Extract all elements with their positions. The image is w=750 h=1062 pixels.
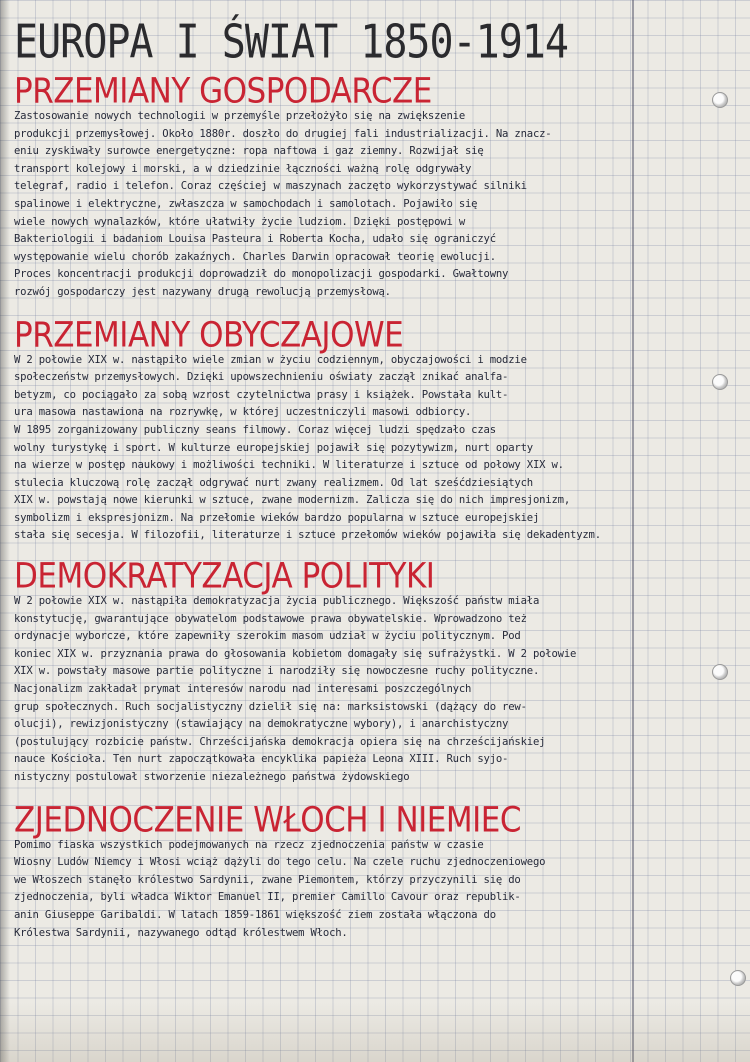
text-line: Pomimo fiaska wszystkich podejmowanych na rzecz zjednoczenia państw w czasie: [14, 838, 484, 851]
section-social-changes: [14, 314, 626, 546]
binder-hole: [712, 92, 728, 108]
text-line: telegraf, radio i telefon. Coraz częściej w maszynach zaczęto wykorzystywać silniki: [14, 180, 527, 193]
text-line: spalinowe i elektryczne, zwłaszcza w samochodach i samolotach. Pojawiło się: [14, 197, 478, 210]
page-bottom-shading: [0, 1002, 750, 1062]
text-line: wolny turystykę i sport. W kulturze europejskiej pojawił się pozytywizm, nurt oparty: [14, 441, 533, 454]
text-line: Proces koncentracji produkcji doprowadził do monopolizacji gospodarki. Gwałtowny: [14, 268, 509, 281]
text-line: XIX w. powstały masowe partie polityczne i narodziły się nowoczesne ruchy polityczne.: [14, 665, 540, 678]
notes-content: [14, 6, 626, 942]
text-line: olucji), rewizjonistyczny (stawiający na demokratyczne wybory), i anarchistyczny: [14, 718, 509, 731]
section-economic-changes: [14, 70, 626, 302]
text-line: zjednoczenia, byli władca Wiktor Emanuel II, premier Camillo Cavour oraz republik-: [14, 891, 521, 904]
binder-hole: [712, 664, 728, 680]
page-edge-shadow: [0, 0, 10, 1062]
section-unification: [14, 799, 626, 943]
text-line: stulecia kluczową rolę zaczął odgrywać nurt zwany realizmem. Od lat sześćdziesiątych: [14, 476, 533, 489]
text-line: rozwój gospodarczy jest nazywany drugą rewolucją przemysłową.: [14, 285, 391, 298]
section-paragraph: [14, 593, 626, 787]
text-line: transport kolejowy i morski, a w dziedzinie łączności ważną rolę odgrywały: [14, 162, 472, 175]
text-line: koniec XIX w. przyznania prawa do głosowania kobietom domagały się sufrażystki. W 2 połowie: [14, 647, 577, 660]
section-paragraph: [14, 108, 626, 302]
text-line: produkcji przemysłowej. Około 1880r. doszło do drugiej fali industrializacji. Na znacz-: [14, 127, 552, 140]
text-line: W 2 połowie XIX w. nastąpiło wiele zmian w życiu codziennym, obyczajowości i modzie: [14, 353, 527, 366]
text-line: symbolizm i ekspresjonizm. Na przełomie wieków bardzo popularna w sztuce europejskiej: [14, 511, 540, 524]
text-line: Zastosowanie nowych technologii w przemyśle przełożyło się na zwiększenie: [14, 110, 465, 122]
text-line: Nacjonalizm zakładał prymat interesów narodu nad interesami poszczególnych: [14, 683, 472, 696]
text-line: na wierze w postęp naukowy i możliwości techniki. W literaturze i sztuce od połowy XIX w.: [14, 459, 564, 472]
text-line: nauce Kościoła. Ten nurt zapoczątkowała encyklika papieża Leona XIII. Ruch syjo-: [14, 753, 509, 766]
text-line: eniu zyskiwały surowce energetyczne: ropa naftowa i gaz ziemny. Rozwijał się: [14, 145, 484, 158]
section-heading: DEMOKRATYZACJA POLITYKI: [14, 556, 435, 597]
margin-line: [632, 0, 634, 1062]
text-line: Bakteriologii i badaniom Louisa Pasteura i Roberta Kocha, udało się ograniczyć: [14, 233, 496, 246]
text-line: we Włoszech stanęło królestwo Sardynii, zwane Piemontem, którzy przyczynili się do: [14, 873, 521, 886]
text-line: betyzm, co pociągało za sobą wzrost czytelnictwa prasy i książek. Powstała kult-: [14, 388, 509, 401]
section-heading: PRZEMIANY OBYCZAJOWE: [14, 314, 404, 355]
text-line: Królestwa Sardynii, nazywanego odtąd królestwem Włoch.: [14, 926, 348, 939]
text-line: występowanie wielu chorób zakaźnych. Charles Darwin opracował teorię ewolucji.: [14, 250, 496, 263]
text-line: Wiosny Ludów Niemcy i Włosi wciąż dążyli do tego celu. Na czele ruchu zjednoczeniowego: [14, 856, 546, 869]
binder-hole: [712, 374, 728, 390]
binder-hole: [730, 970, 746, 986]
section-paragraph: [14, 837, 626, 943]
section-paragraph: [14, 352, 626, 546]
section-democratization: [14, 555, 626, 787]
text-line: społeczeństw przemysłowych. Dzięki upowszechnieniu oświaty zaczął znikać analfa-: [14, 371, 509, 384]
text-line: W 1895 zorganizowany publiczny seans filmowy. Coraz więcej ludzi spędzało czas: [14, 423, 496, 436]
text-line: W 2 połowie XIX w. nastąpiła demokratyzacja życia publicznego. Większość państw miała: [14, 595, 540, 608]
text-line: stała się secesja. W filozofii, literaturze i sztuce przełomów wieków pojawiła się dekadentyzm.: [14, 529, 601, 542]
section-heading: ZJEDNOCZENIE WŁOCH I NIEMIEC: [14, 799, 521, 841]
text-line: grup społecznych. Ruch socjalistyczny dzielił się na: marksistowski (dążący do rew-: [14, 700, 527, 713]
text-line: ura masowa nastawiona na rozrywkę, w której uczestniczyli masowi odbiorcy.: [14, 406, 472, 419]
text-line: ordynacje wyborcze, które zapewniły szerokim masom udział w życiu politycznym. Pod: [14, 630, 521, 643]
page-title: EUROPA I ŚWIAT 1850-1914: [14, 16, 568, 70]
text-line: XIX w. powstają nowe kierunki w sztuce, zwane modernizm. Zalicza się do nich impresjonizm,: [14, 494, 571, 507]
section-heading: PRZEMIANY GOSPODARCZE: [14, 71, 432, 112]
text-line: wiele nowych wynalazków, które ułatwiły życie ludziom. Dzięki postępowi w: [14, 215, 465, 228]
text-line: nistyczny postulował stworzenie niezależnego państwa żydowskiego: [14, 771, 410, 783]
text-line: anin Giuseppe Garibaldi. W latach 1859-1861 większość ziem została włączona do: [14, 908, 496, 921]
text-line: konstytucję, gwarantujące obywatelom podstawowe prawa obywatelskie. Wprowadzono też: [14, 612, 527, 625]
text-line: (postulujący rozbicie państw. Chrześcijańska demokracja opiera się na chrześcijańskiej: [14, 735, 546, 748]
